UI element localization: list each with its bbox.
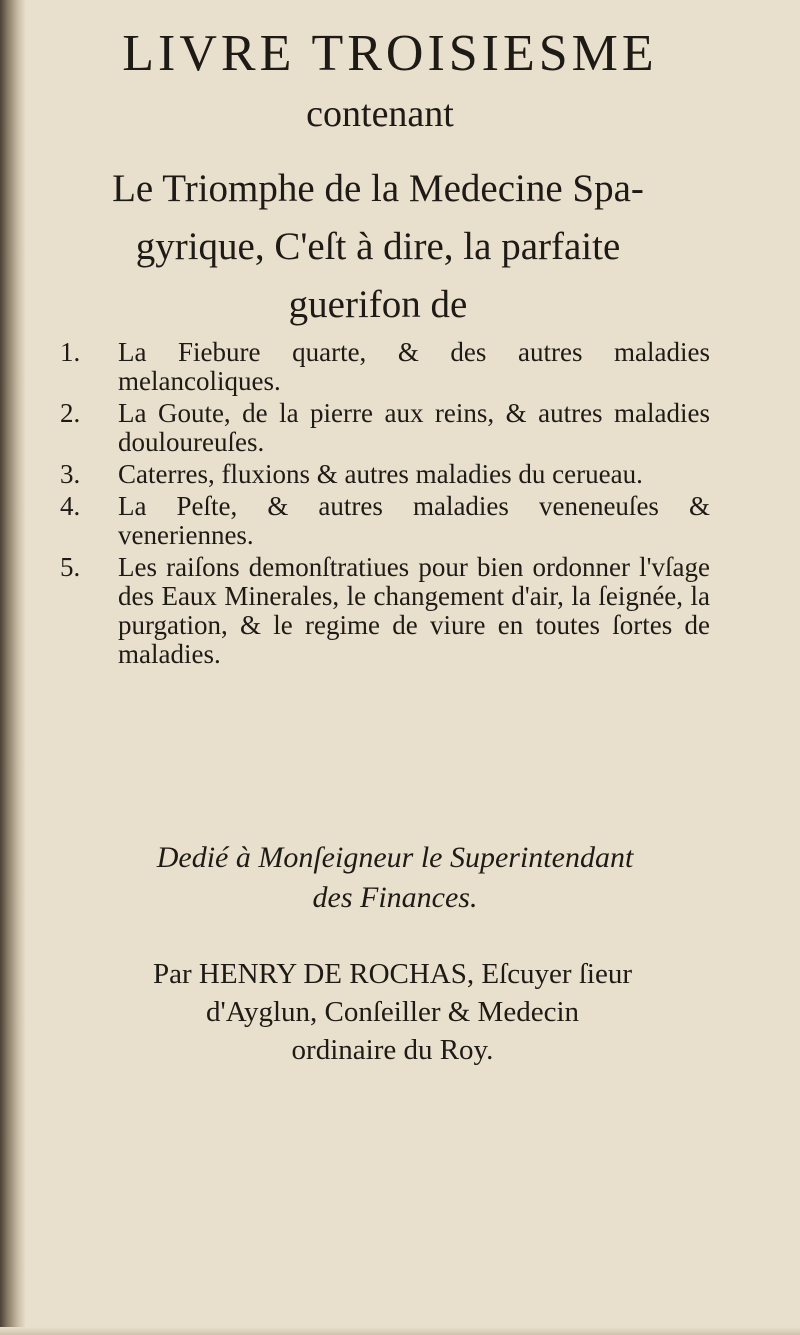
page-title: LIVRE TROISIESME (122, 25, 658, 82)
item-number: 5. (60, 552, 81, 582)
item-number: 4. (60, 491, 81, 521)
author-line-1: Par HENRY DE ROCHAS, Eſcuyer ſieur (153, 958, 632, 990)
item-text: Caterres, fluxions & autres maladies du cerueau. (118, 459, 643, 489)
item-text: Les raiſons demonſtratiues pour bien ordonner l'vſage des Eaux Minerales, le changement d'air, la ſeignée, la purgation, & le regime de viure en toutes ſortes de maladies. (118, 552, 710, 669)
heading (58, 160, 698, 334)
contents-list (60, 338, 710, 672)
author-line-3: ordinaire du Roy. (291, 1034, 494, 1066)
list-item (60, 460, 710, 489)
page-bottom-edge (0, 1327, 800, 1335)
list-item (60, 338, 710, 396)
dedication-line-2: des Finances. (312, 881, 478, 914)
list-item (60, 553, 710, 669)
dedication-line-1: Dedié à Monſeigneur le Superintendant (156, 841, 634, 874)
subtitle: contenant (306, 93, 454, 135)
item-number: 1. (60, 337, 81, 367)
item-number: 3. (60, 459, 81, 489)
list-item (60, 399, 710, 457)
item-text: La Fiebure quarte, & des autres maladies melancoliques. (118, 337, 710, 396)
heading-line-3: guerifon de (288, 283, 468, 326)
author-line-2: d'Ayglun, Conſeiller & Medecin (205, 996, 580, 1028)
item-text: La Goute, de la pierre aux reins, & autres maladies douloureuſes. (118, 398, 710, 457)
heading-line-1: Le Triomphe de la Medecine Spa- (112, 167, 644, 210)
author-block (70, 955, 715, 1069)
list-item (60, 492, 710, 550)
heading-line-2: gyrique, C'eſt à dire, la parfaite (135, 225, 621, 268)
item-number: 2. (60, 398, 81, 428)
book-spine-shadow (0, 0, 26, 1335)
item-text: La Peſte, & autres maladies veneneuſes & veneriennes. (118, 491, 710, 550)
dedication (80, 838, 710, 918)
